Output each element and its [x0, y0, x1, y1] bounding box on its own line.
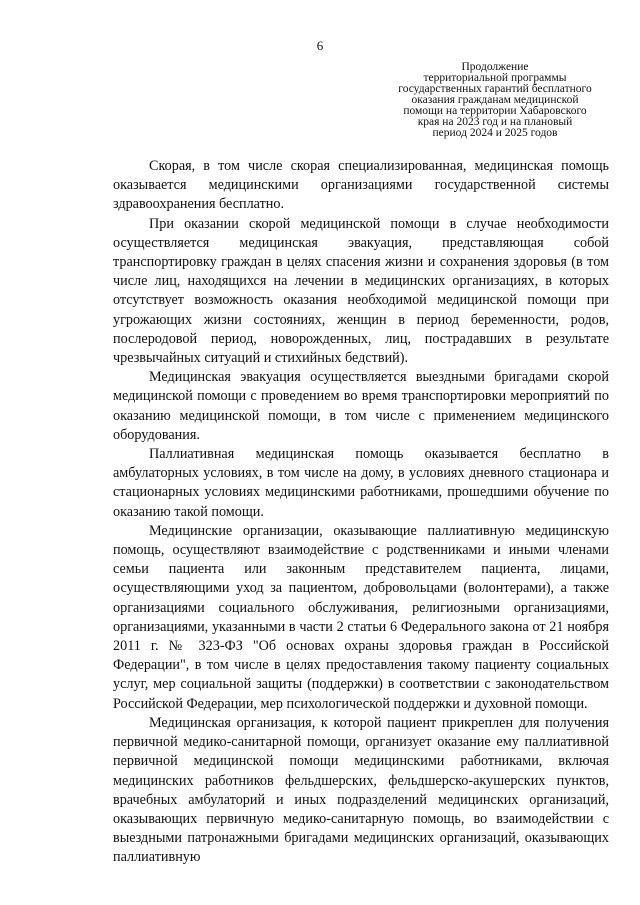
header-note-line: помощи на территории Хабаровского: [403, 105, 587, 117]
header-note-line: края на 2023 год и на плановый: [417, 116, 573, 128]
header-note-line: Продолжение: [461, 61, 529, 73]
paragraph-palliative-care: Паллиативная медицинская помощь оказывается бесплатно в амбулаторных условиях, в том числе на дому, в условиях дневного стационара и стационарных условиях медицинскими работниками, прошедшими обучение по оказанию такой помощи.: [113, 446, 609, 520]
appendix-header-note: [380, 62, 610, 139]
page-number: 6: [316, 38, 324, 53]
paragraph-evacuation-teams: Медицинская эвакуация осуществляется выездными бригадами скорой медицинской помощи с проведением во время транспортировки мероприятий по оказанию медицинской помощи, в том числе с применением медицинского оборудования.: [113, 369, 609, 443]
header-note-line: территориальной программы: [423, 72, 567, 84]
paragraph-medical-evacuation: При оказании скорой медицинской помощи в случае необходимости осуществляется медицинская эвакуация, представляющая собой транспортировку граждан в целях спасения жизни и сохранения здоровья (в том числе лиц, находящихся на лечении в медицинских организациях, в которых отсутствует возможность оказания необходимой медицинской помощи при угрожающих жизни состояниях, женщин в период беременности, родов, послеродовой период, новорожденных, лиц, пострадавших в результате чрезвычайных ситуаций и стихийных бедствий).: [113, 215, 609, 367]
paragraph-emergency-care: Скорая, в том числе скорая специализированная, медицинская помощь оказывается медицинскими организациями государственной системы здравоохранения бесплатно.: [113, 158, 609, 213]
header-note-line: государственных гарантий бесплатного: [398, 83, 592, 95]
paragraph-primary-palliative: Медицинская организация, к которой пациент прикреплен для получения первичной медико-санитарной помощи, организует оказание ему паллиативной первичной медицинской помощи медицинскими работниками, включая медицинских работников фельдшерских, фельдшерско-акушерских пунктов, врачебных амбулаторий и иных подразделений медицинских организаций, оказывающих первичную медико-санитарную помощь, во взаимодействии с выездными патронажными бригадами медицинских организаций, оказывающих паллиативную: [113, 714, 609, 866]
header-note-line: период 2024 и 2025 годов: [432, 127, 558, 139]
header-note-line: оказания гражданам медицинской: [411, 94, 579, 106]
document-body: [113, 157, 609, 868]
paragraph-palliative-organizations: Медицинские организации, оказывающие паллиативную медицинскую помощь, осуществляют взаимодействие с родственниками и иными членами семьи пациента или законным представителем пациента, лицами, осуществляющими уход за пациентом, добровольцами (волонтерами), а также организациями социального обслуживания, религиозными организациями, организациями, указанными в части 2 статьи 6 Федерального закона от 21 ноября 2011 г. № 323-ФЗ "Об основах охраны здоровья граждан в Российской Федерации", в том числе в целях предоставления такому пациенту социальных услуг, мер социальной защиты (поддержки) в соответствии с законодательством Российской Федерации, мер психологической поддержки и духовной помощи.: [113, 522, 609, 712]
